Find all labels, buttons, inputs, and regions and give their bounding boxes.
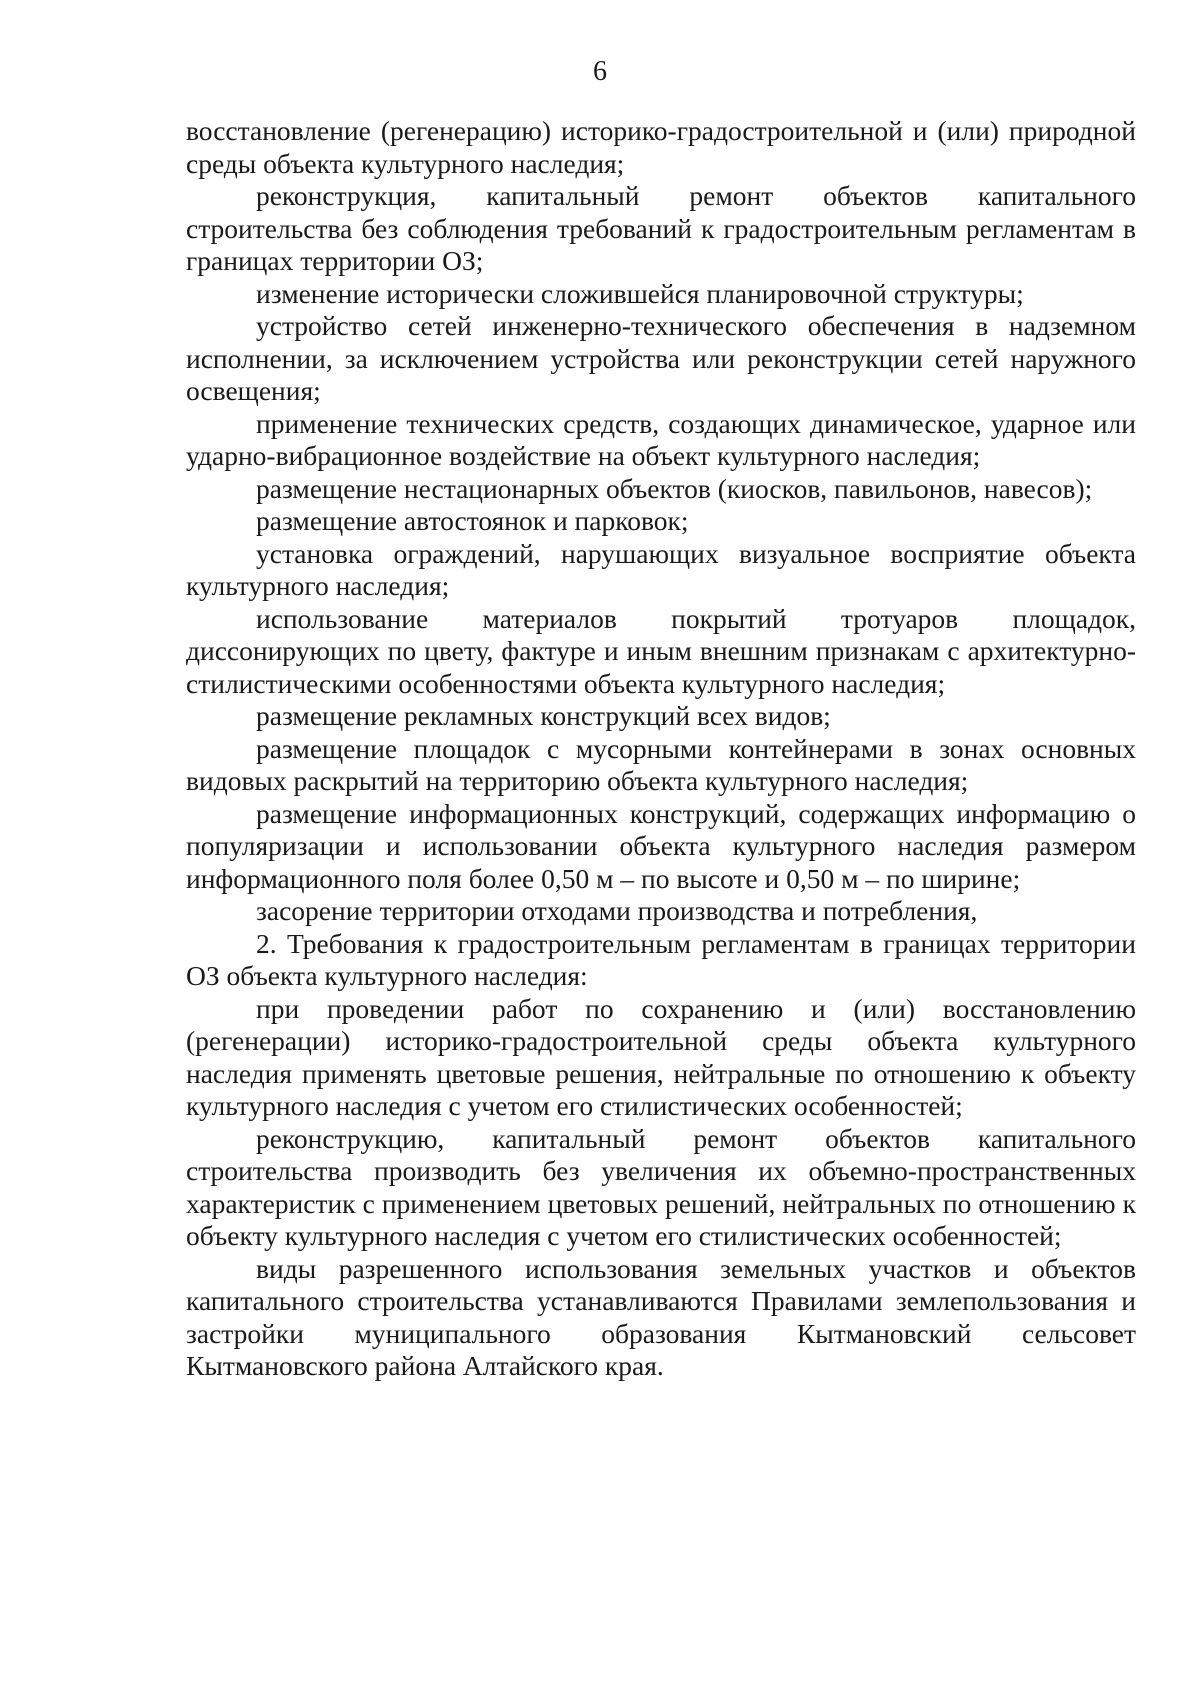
paragraph: размещение нестационарных объектов (киосков, павильонов, навесов); [256, 472, 1093, 504]
paragraph: размещение автостоянок и парковок; [256, 505, 689, 536]
document-body [186, 115, 1136, 1383]
paragraph: засорение территории отходами производства и потребления, [256, 895, 978, 926]
paragraph: использование материалов покрытий тротуаров площадок, диссонирующих по цвету, фактуре и иным внешним признакам с архитектурно-стилистическими особенностями объекта культурного наследия; [186, 602, 1136, 699]
page-number: 6 [593, 56, 607, 87]
paragraph: размещение площадок с мусорными контейнерами в зонах основных видовых раскрытий на территорию объекта культурного наследия; [186, 732, 1136, 796]
section-heading-paragraph: 2. Требования к градостроительным регламентам в границах территории ОЗ объекта культурного наследия: [186, 927, 1136, 991]
paragraph: применение технических средств, создающих динамическое, ударное или ударно-вибрационное воздействие на объект культурного наследия; [186, 407, 1136, 471]
paragraph: устройство сетей инженерно-технического обеспечения в надземном исполнении, за исключением устройства или реконструкции сетей наружного освещения; [186, 310, 1136, 406]
paragraph: восстановление (регенерацию) историко-градостроительной и (или) природной среды объекта культурного наследия; [186, 115, 1136, 179]
paragraph: размещение информационных конструкций, содержащих информацию о популяризации и использовании объекта культурного наследия размером информационного поля более 0,50 м – по высоте и 0,50 м – по ширине; [186, 797, 1136, 894]
paragraph: изменение исторически сложившейся планировочной структуры; [256, 277, 1024, 309]
paragraph: виды разрешенного использования земельных участков и объектов капитального строительства устанавливаются Правилами землепользования и застройки муниципального образования Кытмановский сельсовет Кытмановского района Алтайского края. [186, 1252, 1136, 1381]
paragraph: установка ограждений, нарушающих визуальное восприятие объекта культурного наследия; [186, 537, 1136, 601]
paragraph: при проведении работ по сохранению и (или) восстановлению (регенерации) историко-градостроительной среды объекта культурного наследия применять цветовые решения, нейтральные по отношению к объекту культурного наследия с учетом его стилистических особенностей; [186, 992, 1136, 1121]
paragraph: реконструкция, капитальный ремонт объектов капитального строительства без соблюдения требований к градостроительным регламентам в границах территории ОЗ; [186, 180, 1136, 276]
paragraph: реконструкцию, капитальный ремонт объектов капитального строительства производить без увеличения их объемно-пространственных характеристик с применением цветовых решений, нейтральных по отношению к объекту культурного наследия с учетом его стилистических особенностей; [186, 1122, 1136, 1251]
paragraph: размещение рекламных конструкций всех видов; [256, 700, 831, 731]
